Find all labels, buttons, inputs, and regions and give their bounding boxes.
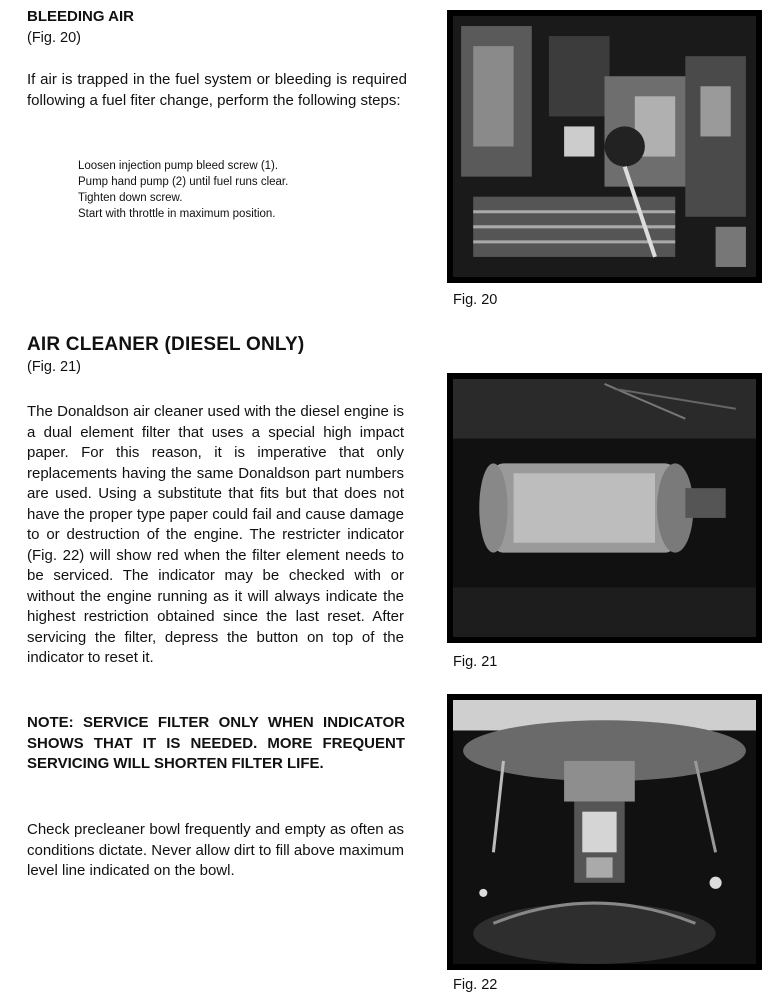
fig22-caption: Fig. 22: [453, 977, 498, 993]
bleeding-step: Start with throttle in maximum position.: [78, 208, 276, 220]
precleaner-paragraph: Check precleaner bowl frequently and empty as often as conditions dictate. Never allow dirt to fill above maximum level line indicated on the bowl.: [27, 821, 404, 879]
bleeding-step: Tighten down screw.: [78, 192, 183, 204]
bleeding-step: Loosen injection pump bleed screw (1).: [78, 160, 279, 172]
fig21-caption: Fig. 21: [453, 654, 498, 670]
bleeding-steps-list: [78, 158, 288, 222]
service-note: NOTE: SERVICE FILTER ONLY WHEN INDICATOR SHOWS THAT IT IS NEEDED. MORE FREQUENT SERVICING WILL SHORTEN FILTER LIFE.: [27, 714, 405, 772]
air-cleaner-heading: AIR CLEANER (DIESEL ONLY): [27, 334, 305, 355]
bleeding-step: Pump hand pump (2) until fuel runs clear.: [78, 176, 289, 188]
fig20-caption: Fig. 20: [453, 292, 498, 308]
bleeding-air-intro: If air is trapped in the fuel system or bleeding is required following a fuel fiter change, perform the following steps:: [27, 71, 407, 109]
fig20-photo: [447, 10, 762, 283]
fig22-restriction-indicator-image: [453, 700, 756, 964]
bleeding-air-heading: BLEEDING AIR: [27, 8, 134, 25]
bleeding-air-figref: (Fig. 20): [27, 30, 81, 46]
air-cleaner-figref: (Fig. 21): [27, 359, 81, 375]
fig21-photo: [447, 373, 762, 643]
fig22-photo: [447, 694, 762, 970]
fig21-air-cleaner-image: [453, 379, 756, 637]
fig20-engine-image: [453, 16, 756, 277]
air-cleaner-body: The Donaldson air cleaner used with the diesel engine is a dual element filter that uses a special high impact paper. For this reason, it is imperative that only replacements having the same Donaldson part numbers are used. Using a substitute that fits but that does not have the proper type paper could fail and cause damage to or destruction of the engine. The restricter indicator (Fig. 22) will show red when the filter element needs to be serviced. The indicator may be checked with or without the engine running as it will always indicate the highest restriction obtained since the last reset. After servicing the filter, depress the button on top of the indicator to reset it.: [27, 403, 404, 666]
